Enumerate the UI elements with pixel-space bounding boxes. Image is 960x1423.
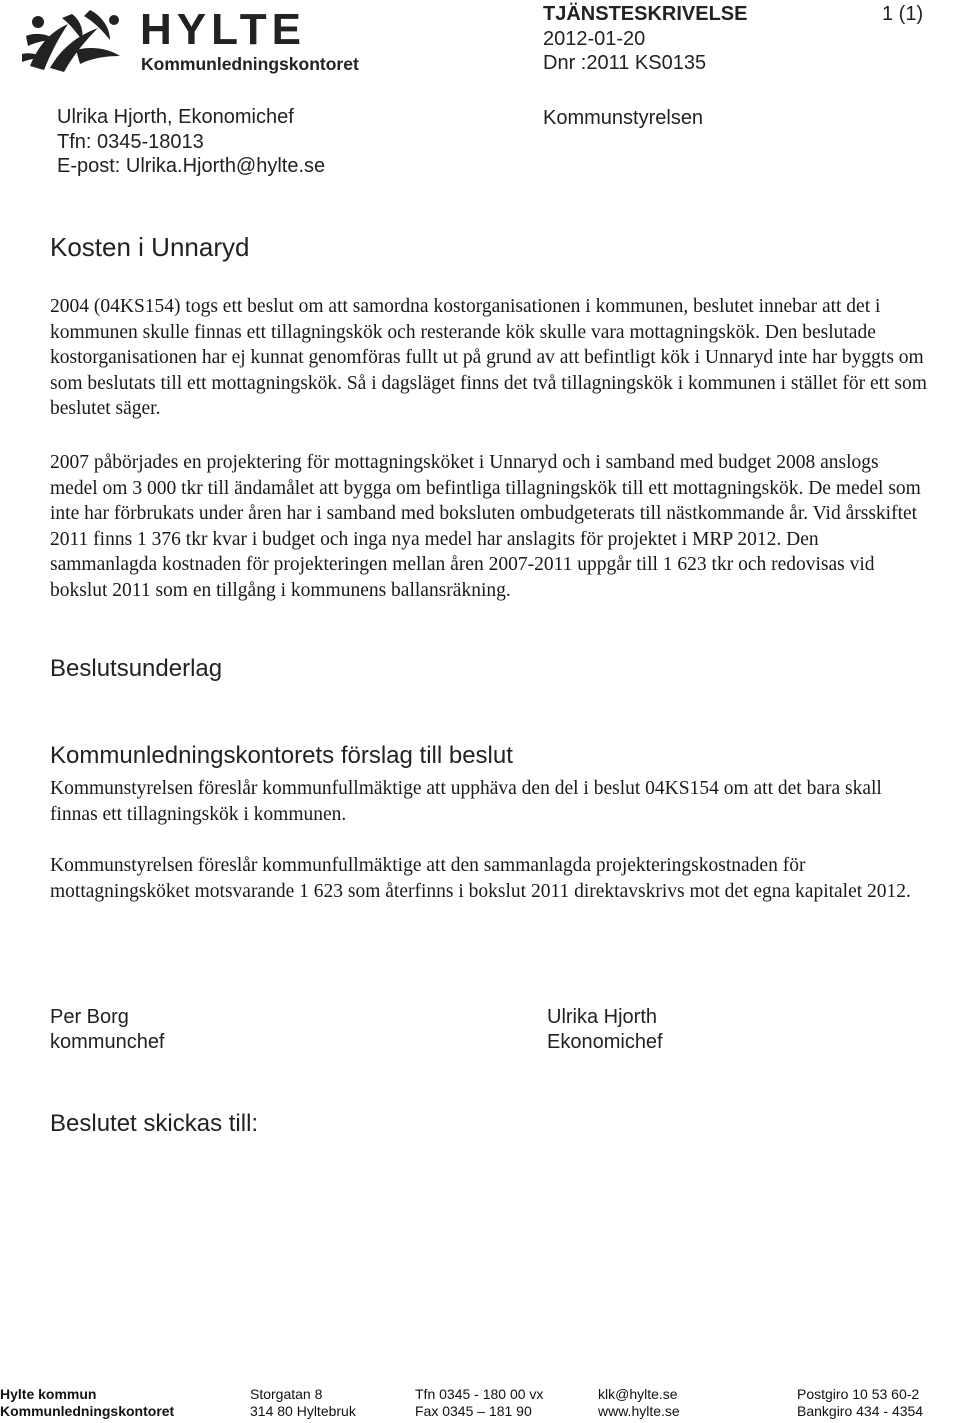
footer-col-web	[598, 1386, 680, 1420]
footer-website[interactable]: www.hylte.se	[598, 1403, 680, 1419]
footer-org-name: Hylte kommun	[0, 1386, 97, 1402]
footer-postal: 314 80 Hyltebruk	[250, 1403, 356, 1419]
sender-block	[57, 105, 325, 179]
signature-right	[547, 1005, 663, 1055]
distribution-heading: Beslutet skickas till:	[50, 1110, 259, 1137]
sender-phone: Tfn: 0345-18013	[57, 130, 204, 153]
logo-wordmark: HYLTE	[140, 5, 306, 54]
footer-dept-name: Kommunledningskontoret	[0, 1403, 175, 1419]
footer-bankgiro: Bankgiro 434 - 4354	[797, 1403, 924, 1419]
forslag-paragraph-2: Kommunstyrelsen föreslår kommunfullmäktige att den sammanlagda projekteringskostnaden för mottagningsköket motsvarande 1 623 som återfinns i bokslut 2011 direktavskrivs mot det egna kapitalet 2012.	[50, 855, 911, 902]
forslag-heading: Kommunledningskontorets förslag till beslut	[50, 742, 513, 769]
sender-name-title: Ulrika Hjorth, Ekonomichef	[57, 106, 294, 128]
page-title: Kosten i Unnaryd	[50, 232, 250, 262]
page-number: 1 (1)	[882, 3, 924, 25]
signature-name: Ulrika Hjorth	[547, 1006, 658, 1028]
hylte-logo	[20, 5, 359, 76]
footer-email[interactable]: klk@hylte.se	[598, 1386, 678, 1402]
sender-email: E-post: Ulrika.Hjorth@hylte.se	[57, 155, 326, 177]
footer-fax: Fax 0345 – 181 90	[415, 1403, 532, 1419]
footer-col-phone	[415, 1386, 543, 1420]
document-dnr: Dnr :2011 KS0135	[543, 52, 707, 74]
logo-subtitle: Kommunledningskontoret	[141, 54, 359, 74]
footer-phone: Tfn 0345 - 180 00 vx	[415, 1386, 544, 1402]
beslutsunderlag-heading: Beslutsunderlag	[50, 655, 223, 682]
signature-role: Ekonomichef	[547, 1031, 663, 1053]
paragraph-2: 2007 påbörjades en projektering för mottagningsköket i Unnaryd och i samband med budget 2008 anslogs medel om 3 000 tkr till ändamålet att bygga om befintliga tillagningskök till ett mottagningskök. De medel som inte har förbrukats under åren har i samband med boksluten ombudgeterats till nästkommande år. Vid årsskiftet 2011 finns 1 376 tkr kvar i budget och inga nya medel har anslagits för projektet i MRP 2012. Den sammanlagda kostnaden för projekteringen mellan åren 2007-2011 uppgår till 1 623 tkr och redovisas vid bokslut 2011 som en tillgång i kommunens ballansräkning.	[50, 452, 921, 601]
footer-postgiro: Postgiro 10 53 60-2	[797, 1386, 920, 1402]
footer-col-giro	[797, 1386, 923, 1420]
footer-street: Storgatan 8	[250, 1386, 323, 1402]
footer-col-address	[250, 1386, 356, 1420]
forslag-paragraph-1: Kommunstyrelsen föreslår kommunfullmäktige att upphäva den del i beslut 04KS154 om att det bara skall finnas ett tillagningskök i kommunen.	[50, 778, 882, 825]
signature-name: Per Borg	[50, 1006, 129, 1028]
signature-role: kommunchef	[50, 1031, 165, 1053]
document-type: TJÄNSTESKRIVELSE	[543, 3, 748, 25]
footer-col-organisation	[0, 1386, 174, 1420]
paragraph-1: 2004 (04KS154) togs ett beslut om att samordna kostorganisationen i kommunen, beslutet innebar att det i kommunen skulle finnas ett tillagningskök och resterande kök skulle vara mottagningskök. Den beslutade kostorganisationen har ej kunnat genomföras fullt ut på grund av att befintligt kök i Unnaryd inte har byggts om som beslutats till ett mottagningskök. Så i dagsläget finns det två tillagningskök i kommunen i stället för ett som beslutet säger.	[50, 296, 927, 419]
signature-left	[50, 1005, 165, 1055]
document-date: 2012-01-20	[543, 28, 646, 50]
hylte-emblem-icon	[20, 6, 135, 76]
recipient: Kommunstyrelsen	[543, 107, 704, 129]
